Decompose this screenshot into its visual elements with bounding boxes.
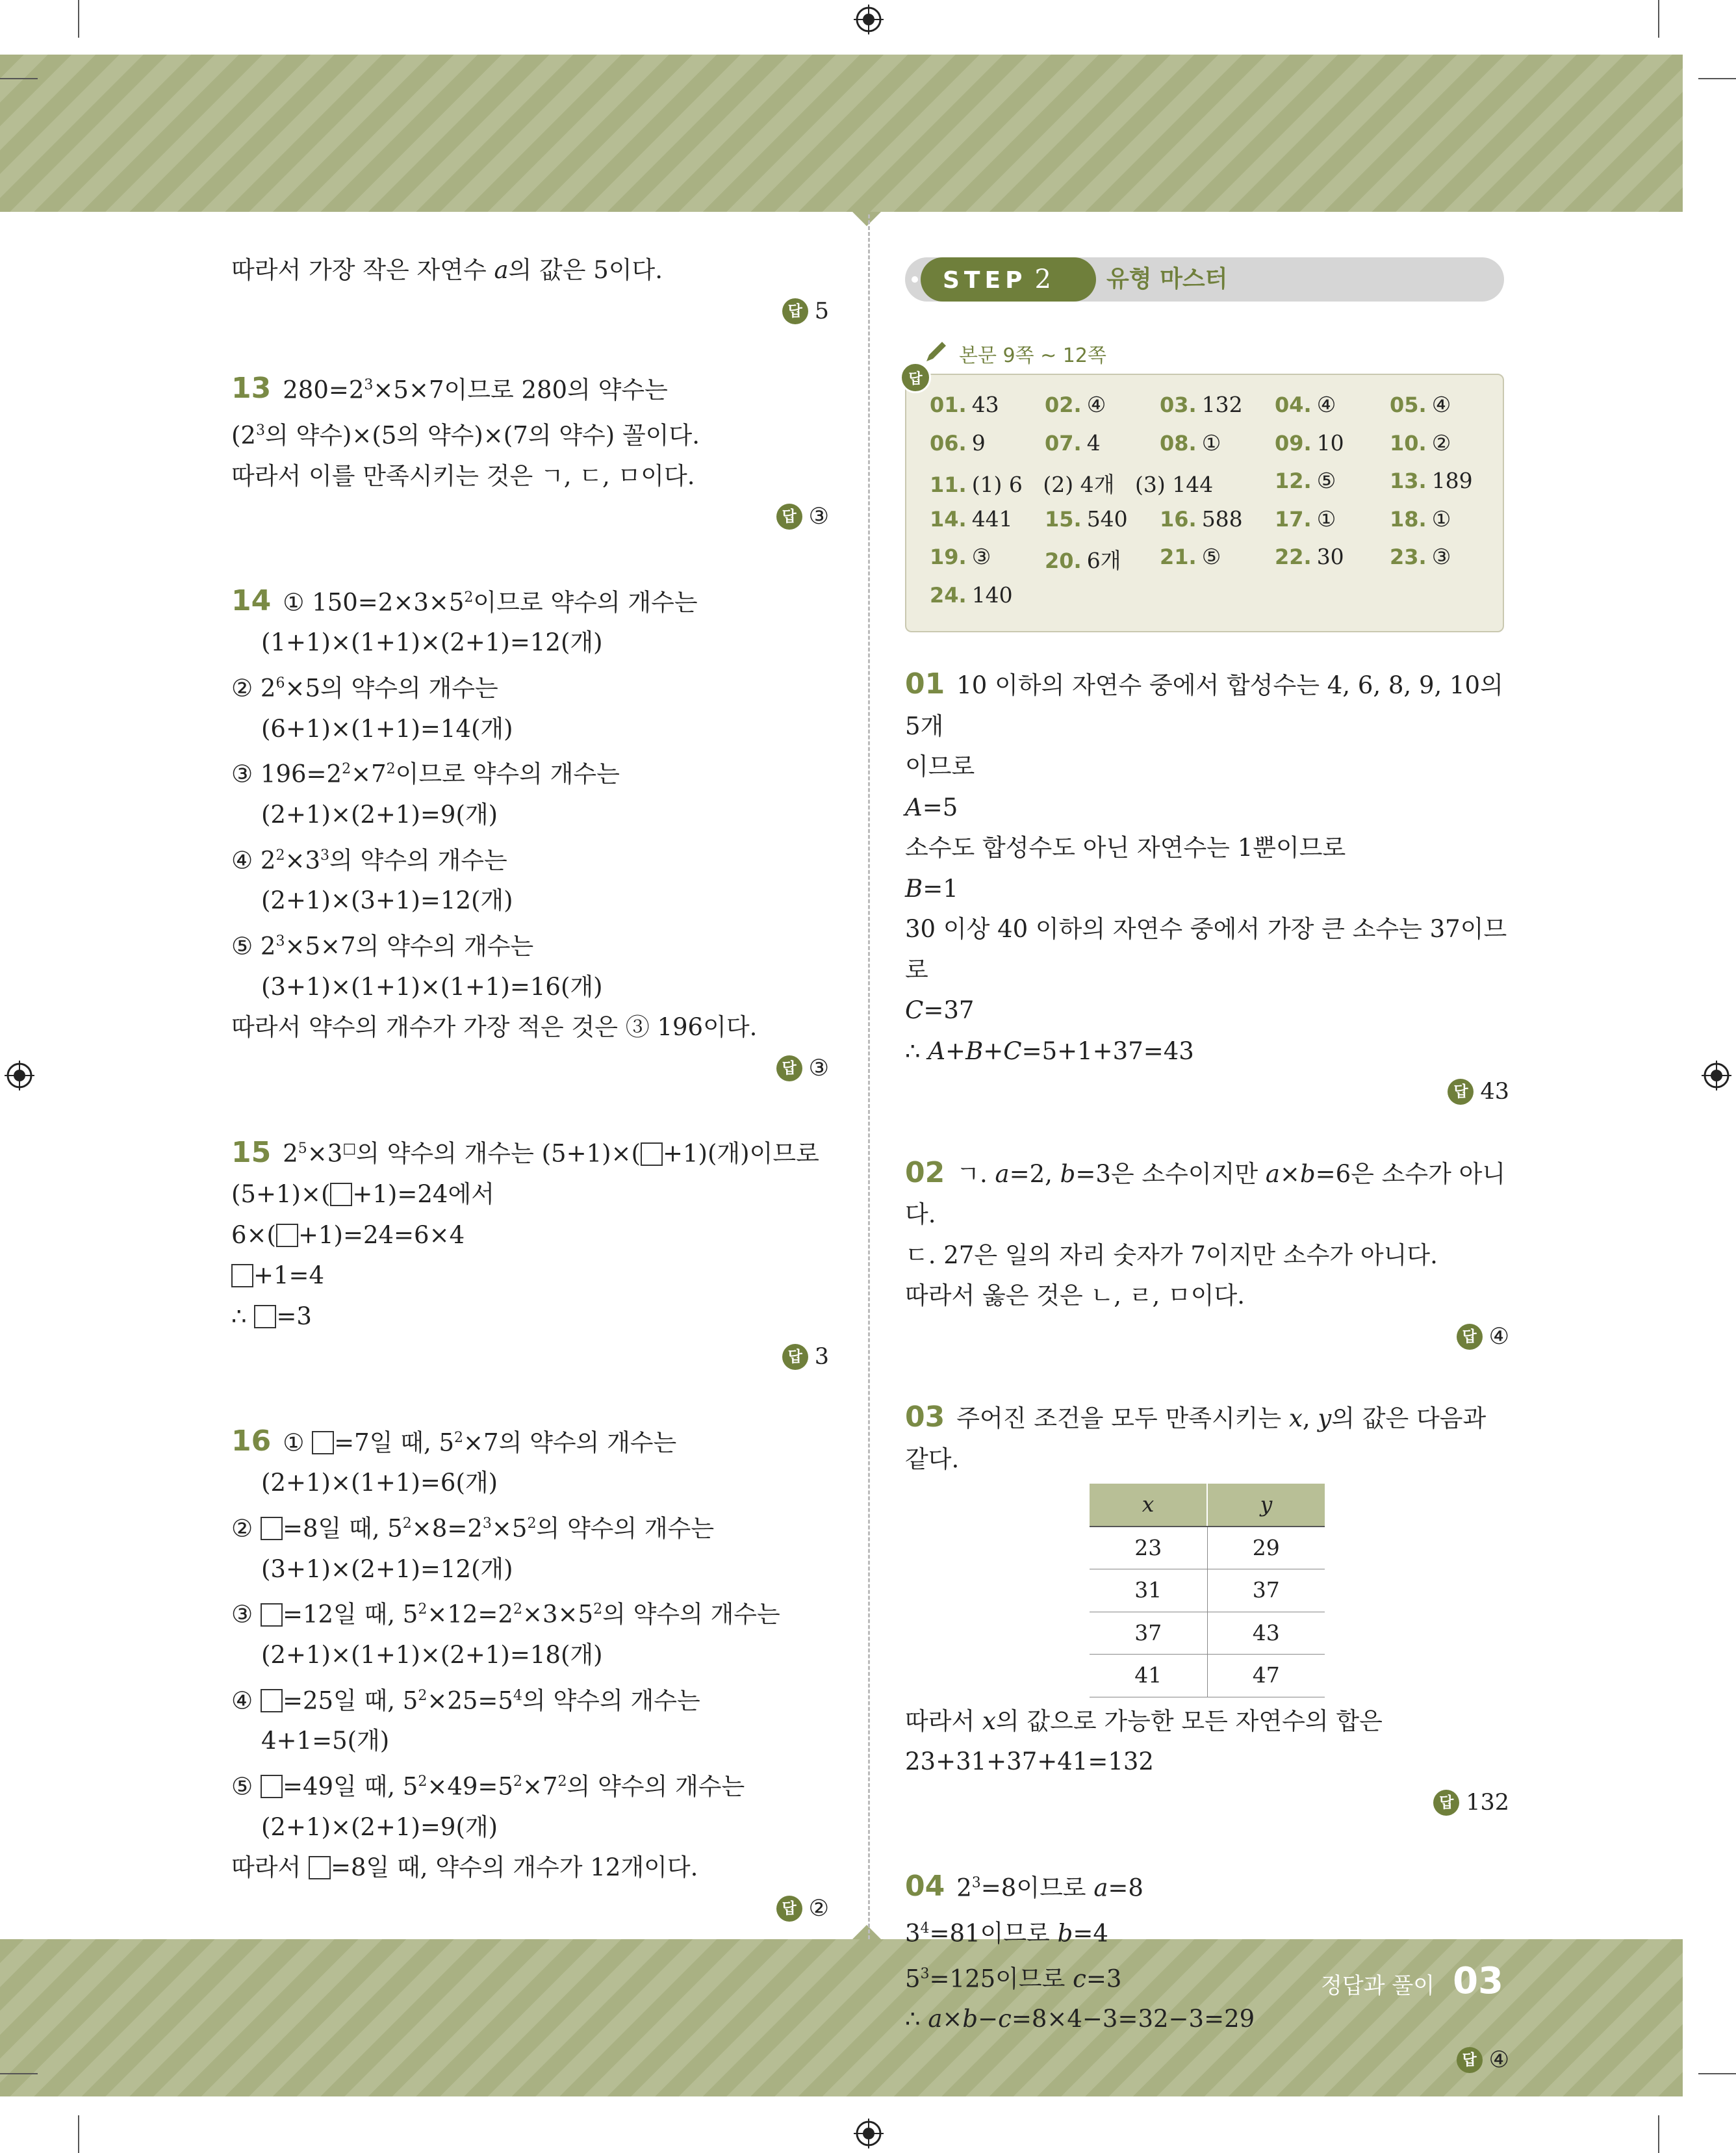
problem-02: 02 ㄱ. a=2, b=3은 소수이지만 a×b=6은 소수가 아니다. ㄷ. 27은 일의 자리 숫자가 7이지만 소수가 아니다. 따라서 옳은 것은 ㄴ, ㄹ, ㅁ이다. 답 ④ bbox=[905, 1153, 1509, 1358]
answer-key-item: 14. 441 bbox=[930, 506, 1013, 532]
column-divider bbox=[868, 214, 870, 1939]
registration-mark-icon bbox=[1702, 1061, 1731, 1090]
table-header: x bbox=[1090, 1484, 1207, 1527]
xy-table bbox=[1090, 1484, 1325, 1697]
answer-badge: 답 bbox=[1457, 2047, 1483, 2073]
crop-mark bbox=[1698, 78, 1736, 79]
answer-badge: 답 bbox=[1457, 1324, 1483, 1350]
answer-line: 답 3 bbox=[231, 1337, 829, 1378]
answer-line: 답 5 bbox=[231, 291, 829, 332]
crop-mark bbox=[1658, 0, 1659, 38]
answer-key-box bbox=[905, 370, 1504, 632]
answer-key-item: 05. ④ bbox=[1390, 392, 1451, 417]
problem-15: 15 $2^5\times 3^□$의 약수의 개수는 (5+1)×( +1)(개)이므로 (5+1)×( +1)=24에서 6×( +1)=24=6×4 +1=4 ∴ =3 답 3 bbox=[231, 1129, 829, 1377]
pen-icon bbox=[923, 339, 949, 365]
answer-key-item: 02. ④ bbox=[1045, 392, 1106, 417]
crop-mark bbox=[78, 2115, 79, 2153]
problem-number: 01 bbox=[905, 667, 945, 701]
answer-line: 답 132 bbox=[905, 1783, 1509, 1824]
crop-mark bbox=[0, 78, 38, 79]
problem-01: 01 10 이하의 자연수 중에서 합성수는 4, 6, 8, 9, 10의 5개 이므로 A=5 소수도 합성수도 아닌 자연수는 1뿐이므로 B=1 30 이상 40 이하의 자연수 중에서 가장 큰 소수는 37이므로 C=37 ∴ A+B+C=5+1+37=43 답 43 bbox=[905, 664, 1509, 1113]
table-row: 37 43 bbox=[1090, 1612, 1325, 1655]
answer-key-item: 18. ① bbox=[1390, 506, 1451, 532]
answer-key-item: 19. ③ bbox=[930, 544, 991, 569]
right-column bbox=[905, 664, 1509, 2080]
answer-key-item: 11. (1) 6 (2) 4개 (3) 144 bbox=[930, 472, 1214, 497]
crop-mark bbox=[1698, 2073, 1736, 2074]
answer-key-item: 21. ⑤ bbox=[1160, 544, 1221, 569]
step-header bbox=[905, 257, 1504, 302]
page-footer bbox=[1321, 1960, 1503, 2002]
answer-key-item: 15. 540 bbox=[1045, 506, 1128, 532]
answer-key-item: 06. 9 bbox=[930, 430, 986, 456]
registration-mark-icon bbox=[854, 5, 884, 34]
answer-badge: 답 bbox=[776, 504, 802, 530]
answer-key-item: 17. ① bbox=[1275, 506, 1336, 532]
page-number: 03 bbox=[1453, 1960, 1503, 2002]
problem-number: 14 bbox=[231, 584, 272, 617]
problem-number: 04 bbox=[905, 1870, 945, 1903]
page-reference: 본문 9쪽 ~ 12쪽 bbox=[959, 344, 1106, 367]
crop-mark bbox=[1658, 2115, 1659, 2153]
answer-key-item: 01. 43 bbox=[930, 392, 999, 417]
answer-key-item: 20. 6개 bbox=[1045, 548, 1121, 573]
answer-key-item: 10. ② bbox=[1390, 430, 1451, 456]
problem-03: 03 주어진 조건을 모두 만족시키는 x, y의 값은 다음과 같다. x y 23 29 31 37 37 43 41 47 따라서 x의 값으로 가능한 모든 자연수의 합은 23+31+37+41=132 답 132 bbox=[905, 1397, 1509, 1823]
crop-mark bbox=[78, 0, 79, 38]
answer-badge: 답 bbox=[1433, 1790, 1459, 1816]
footer-label: 정답과 풀이 bbox=[1321, 1973, 1435, 1999]
answer-key-item: 04. ④ bbox=[1275, 392, 1336, 417]
answer-key-item: 22. 30 bbox=[1275, 544, 1344, 569]
bottom-notch bbox=[852, 1925, 881, 1939]
answer-line: 답 ④ bbox=[905, 1317, 1509, 1358]
left-column bbox=[231, 250, 829, 1929]
answer-key-item: 12. ⑤ bbox=[1275, 468, 1336, 493]
answer-badge: 답 bbox=[900, 362, 931, 393]
answer-badge: 답 bbox=[782, 298, 808, 324]
header-band bbox=[0, 55, 1683, 212]
answer-badge: 답 bbox=[776, 1896, 802, 1922]
answer-key-item: 13. 189 bbox=[1390, 468, 1473, 493]
table-header: y bbox=[1207, 1484, 1325, 1527]
problem-number: 03 bbox=[905, 1400, 945, 1434]
registration-mark-icon bbox=[5, 1061, 34, 1090]
problem-number: 02 bbox=[905, 1155, 945, 1189]
bullet-dot bbox=[912, 276, 918, 283]
problem-number: 16 bbox=[231, 1424, 272, 1458]
table-row: 31 37 bbox=[1090, 1569, 1325, 1612]
top-notch bbox=[852, 212, 881, 226]
problem-13: 13 $280=2^3\times 5\times 7$이므로 280의 약수는 ($2^3$의 약수)×(5의 약수)×(7의 약수) 꼴이다. 따라서 이를 만족시키는 것은 ㄱ, ㄷ, ㅁ이다. 답 ③ bbox=[231, 365, 829, 537]
problem-14: 14 ① $150=2\times 3\times 5^2$이므로 약수의 개수는 (1+1)×(1+1)×(2+1)=12(개) ② $2^6\times 5$의 약수의 개수는 (6+1)×(1+1)=14(개) ③ $196=2^2\times 7^2$이므로 약수의 개수는 (2+1)×(2+1)=9(개) ④ $2^2\times 3^3$의 약수의 개수는 (2+1)×(3+1)=12(개) ⑤ $2^3\times 5\times 7$의 약수의 개수는 (3+1)×(1+1)×(1+1)=16(개) 따라서 약수의 개수가 가장 적은 것은 ③ 196이다. 답 ③ bbox=[231, 578, 829, 1089]
answer-key-item: 23. ③ bbox=[1390, 544, 1451, 569]
problem-16: 16 ① =7일 때, $5^2\times 7$의 약수의 개수는 (2+1)×(1+1)=6(개) ② =8일 때, $5^2\times 8=2^3\times 5^2$의 약수의 개수는 (3+1)×(2+1)=12(개) ③ =12일 때, $5^2\times 12=2^2\times 3\times 5^2$의 약수의 개수는 (2+1)×(1+1)×(2+1)=18(개) ④ =25일 때, $5^2\times 25=5^4$의 약수의 개수는 4+1=5(개) ⑤ =49일 때, $5^2\times 49=5^2\times 7^2$의 약수의 개수는 (2+1)×(2+1)=9(개) 따라서 =8일 때, 약수의 개수가 12개이다. 답 ② bbox=[231, 1418, 829, 1929]
answer-key-item: 16. 588 bbox=[1160, 506, 1243, 532]
table-row: 41 47 bbox=[1090, 1655, 1325, 1697]
crop-mark bbox=[0, 2073, 38, 2074]
answer-line: 답 ④ bbox=[905, 2040, 1509, 2081]
answer-line: 답 ② bbox=[231, 1889, 829, 1929]
problem-04: 04 $2^3=8$이므로 a=8 $3^4=81$이므로 b=4 $5^3=125$이므로 c=3 ∴ a×b−c=8×4−3=32−3=29 답 ④ bbox=[905, 1863, 1509, 2080]
answer-key-item: 08. ① bbox=[1160, 430, 1221, 456]
answer-line: 답 ③ bbox=[231, 496, 829, 537]
answer-key-item: 03. 132 bbox=[1160, 392, 1243, 417]
answer-line: 답 43 bbox=[905, 1072, 1509, 1113]
answer-key-item: 09. 10 bbox=[1275, 430, 1344, 456]
problem-number: 13 bbox=[231, 372, 272, 406]
answer-key-item: 24. 140 bbox=[930, 582, 1013, 608]
answer-badge: 답 bbox=[782, 1344, 808, 1370]
answer-badge: 답 bbox=[1448, 1079, 1474, 1105]
step-title: 유형 마스터 bbox=[1106, 266, 1228, 292]
problem-number: 15 bbox=[231, 1135, 272, 1169]
step-pill: STEP 2 bbox=[921, 257, 1096, 302]
answer-key-item: 07. 4 bbox=[1045, 430, 1101, 456]
intro-line: 따라서 가장 작은 자연수 a의 값은 5이다. bbox=[231, 256, 663, 284]
answer-line: 답 ③ bbox=[231, 1048, 829, 1089]
answer-key-grid bbox=[930, 392, 1505, 620]
answer-badge: 답 bbox=[776, 1055, 802, 1081]
registration-mark-icon bbox=[854, 2119, 884, 2148]
table-row: 23 29 bbox=[1090, 1527, 1325, 1569]
